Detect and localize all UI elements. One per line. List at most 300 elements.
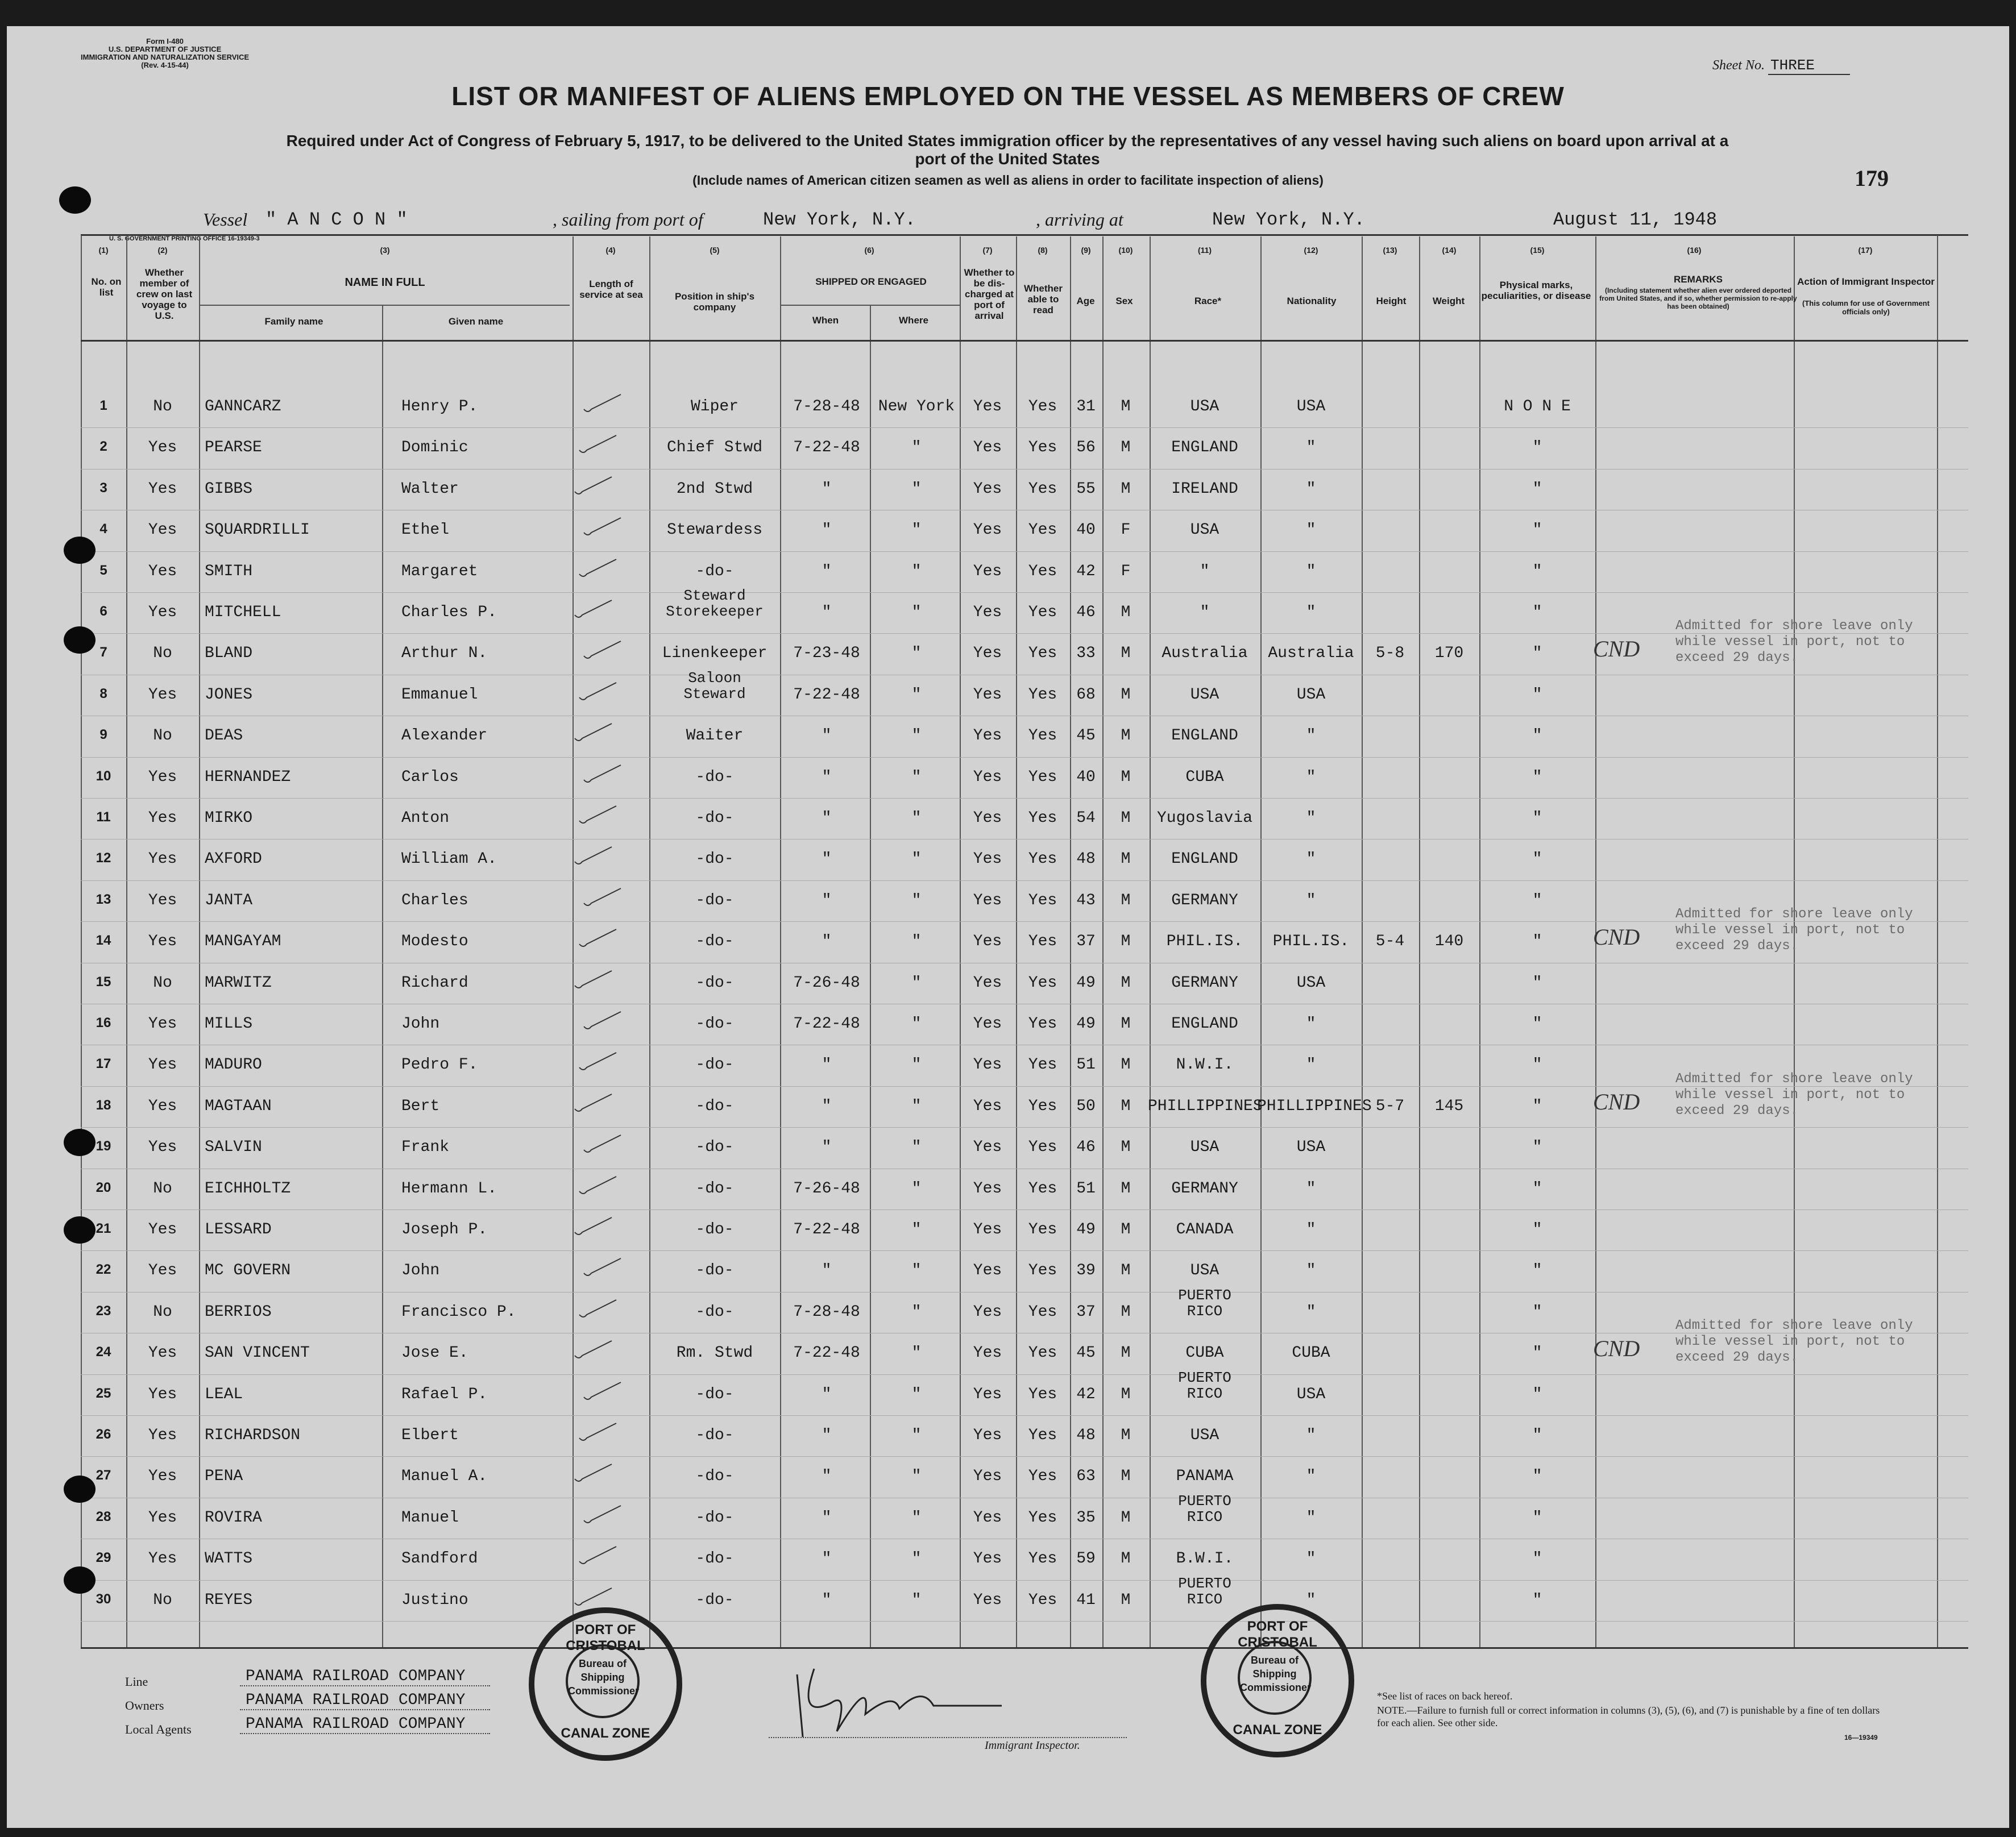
cell-last: Yes (148, 891, 177, 909)
cell-race: USA (1190, 1427, 1219, 1444)
cell-dis: Yes (973, 891, 1002, 909)
act-line-2: port of the United States (915, 150, 1100, 168)
voyage-date: August 11, 1948 (1553, 209, 1718, 230)
column-line (126, 236, 127, 1647)
row-rule (81, 1621, 1968, 1622)
service: IMMIGRATION AND NATURALIZATION SERVICE (81, 53, 250, 61)
page-title: LIST OR MANIFEST OF ALIENS EMPLOYED ON THE VESSEL AS MEMBERS OF CREW (451, 81, 1565, 111)
cell-sex: M (1121, 1508, 1131, 1527)
line-label: Line (125, 1674, 148, 1689)
inspector-initials: CND (1593, 1088, 1640, 1115)
cell-no: 30 (96, 1591, 111, 1607)
cell-marks: " (1532, 1303, 1542, 1321)
cell-sex: M (1121, 974, 1131, 992)
cell-no: 13 (96, 891, 111, 907)
cell-no: 18 (96, 1097, 111, 1113)
cell-race: ENGLAND (1171, 727, 1238, 745)
column-number: (1) (98, 246, 109, 255)
cell-no: 22 (96, 1262, 111, 1278)
cell-nat: " (1306, 850, 1316, 868)
cell-age: 48 (1076, 1427, 1096, 1444)
cell-last: Yes (148, 850, 177, 868)
cell-dis: Yes (973, 727, 1002, 745)
cell-marks: " (1532, 480, 1542, 498)
check-mark-icon (581, 392, 627, 415)
cell-dis: Yes (973, 768, 1002, 786)
manifest-sheet (7, 26, 2009, 1828)
cell-family: BLAND (205, 645, 253, 663)
cell-pos: Rm. Stwd (676, 1344, 753, 1362)
cell-race: PUERTO RICO (1178, 1574, 1231, 1608)
cell-ht: 5-4 (1375, 933, 1405, 951)
cell-family: SAN VINCENT (205, 1344, 310, 1362)
cell-race: IRELAND (1171, 480, 1238, 498)
cell-read: Yes (1028, 562, 1057, 580)
cell-age: 59 (1076, 1550, 1096, 1568)
cell-given: Joseph P. (401, 1221, 488, 1238)
cell-dis: Yes (973, 398, 1002, 415)
row-rule (81, 427, 1968, 428)
cell-nat: " (1306, 1015, 1316, 1033)
cell-sex: M (1121, 850, 1131, 868)
cell-family: MIRKO (205, 809, 253, 827)
cell-where: " (911, 521, 922, 539)
cell-nat: PHILLIPPINES (1257, 1097, 1372, 1115)
cell-where: " (911, 685, 922, 704)
cell-last: Yes (148, 1508, 177, 1527)
inspector-line (769, 1737, 1127, 1738)
cell-marks: " (1532, 1468, 1542, 1486)
cell-when: 7-26-48 (793, 1179, 860, 1198)
cell-pos: -do- (695, 1427, 734, 1444)
check-mark-icon (581, 886, 627, 909)
cell-family: JANTA (205, 891, 253, 909)
stamp-top-text: PORT OF CRISTOBAL (1238, 1619, 1317, 1650)
cell-given: Manuel A. (401, 1468, 488, 1486)
check-mark-icon (576, 1174, 622, 1197)
cell-sex: M (1121, 1344, 1131, 1362)
cell-read: Yes (1028, 480, 1057, 498)
column-number: (8) (1038, 246, 1048, 255)
cell-age: 42 (1076, 1385, 1096, 1403)
agents-label: Local Agents (125, 1722, 192, 1736)
punch-hole (64, 537, 96, 564)
sailing-label: , sailing from port of (553, 209, 703, 230)
row-rule (81, 1250, 1968, 1251)
arriving-label: , arriving at (1036, 209, 1123, 230)
cell-marks: " (1532, 1262, 1542, 1280)
owners-label: Owners (125, 1698, 164, 1713)
cell-pos: -do- (695, 1385, 734, 1403)
form-meta (81, 38, 249, 69)
cell-dis: Yes (973, 974, 1002, 992)
row-rule (81, 1415, 1968, 1416)
cell-dis: Yes (973, 480, 1002, 498)
cell-marks: " (1532, 1138, 1542, 1157)
header-physical: Physical marks, peculiarities, or disease (1481, 280, 1591, 301)
sheet-number (1712, 57, 1850, 75)
column-number: (15) (1530, 246, 1545, 255)
cell-family: PENA (205, 1468, 243, 1486)
cell-given: Jose E. (401, 1344, 468, 1362)
cell-when: " (822, 604, 832, 621)
cell-when: " (822, 1427, 832, 1444)
cell-family: MARWITZ (205, 974, 272, 992)
cell-given: Rafael P. (401, 1385, 488, 1403)
cell-read: Yes (1028, 727, 1057, 745)
cell-dis: Yes (973, 1508, 1002, 1527)
column-number: (6) (864, 246, 874, 255)
column-line (649, 236, 650, 1647)
cell-last: Yes (148, 1427, 177, 1444)
cell-last: Yes (148, 521, 177, 539)
check-mark-icon (581, 1380, 627, 1403)
cell-pos: -do- (695, 1591, 734, 1609)
cell-when: " (822, 1138, 832, 1157)
check-mark-icon (581, 1133, 627, 1156)
header-when: When (812, 315, 839, 326)
cell-last: No (153, 398, 172, 415)
cell-race: PUERTO RICO (1178, 1286, 1231, 1320)
cell-dis: Yes (973, 1303, 1002, 1321)
check-mark-icon (572, 721, 617, 744)
cell-when: " (822, 1262, 832, 1280)
cell-age: 35 (1076, 1508, 1096, 1527)
cell-where: " (911, 1179, 922, 1198)
check-mark-icon (581, 516, 627, 538)
cell-nat: USA (1296, 685, 1326, 704)
cell-marks: " (1532, 809, 1542, 827)
cell-where: " (911, 850, 922, 868)
sheet-value: THREE (1768, 57, 1850, 75)
cell-nat: " (1306, 1468, 1316, 1486)
cell-age: 50 (1076, 1097, 1096, 1115)
cell-nat: " (1306, 521, 1316, 539)
column-number: (11) (1197, 246, 1212, 255)
cell-nat: Australia (1268, 645, 1354, 663)
cell-nat: " (1306, 1262, 1316, 1280)
cell-dis: Yes (973, 1056, 1002, 1074)
cell-race: Australia (1162, 645, 1248, 663)
cell-age: 43 (1076, 891, 1096, 909)
cell-dis: Yes (973, 604, 1002, 621)
cell-when: 7-22-48 (793, 1015, 860, 1033)
cell-given: John (401, 1262, 440, 1280)
cell-given: Emmanuel (401, 685, 478, 704)
cell-no: 21 (96, 1221, 111, 1236)
cell-read: Yes (1028, 1138, 1057, 1157)
cell-marks: " (1532, 439, 1542, 457)
cell-when: " (822, 768, 832, 786)
row-rule (81, 1456, 1968, 1457)
cell-age: 42 (1076, 562, 1096, 580)
cell-pos: -do- (695, 562, 734, 580)
cell-when: " (822, 1056, 832, 1074)
cell-given: Ethel (401, 521, 450, 539)
cell-marks: " (1532, 1056, 1542, 1074)
cell-sex: M (1121, 1056, 1131, 1074)
cell-last: Yes (148, 768, 177, 786)
cell-dis: Yes (973, 685, 1002, 704)
cell-pos: Waiter (686, 727, 744, 745)
check-mark-icon (576, 680, 622, 703)
cell-no: 24 (96, 1344, 111, 1360)
cell-read: Yes (1028, 1385, 1057, 1403)
cell-dis: Yes (973, 562, 1002, 580)
header-where: Where (899, 315, 928, 326)
cell-dis: Yes (973, 809, 1002, 827)
check-mark-icon (572, 598, 617, 621)
cell-no: 16 (96, 1015, 111, 1030)
cell-read: Yes (1028, 1550, 1057, 1568)
cell-dis: Yes (973, 1427, 1002, 1444)
cell-read: Yes (1028, 850, 1057, 868)
cell-nat: " (1306, 480, 1316, 498)
cell-pos: 2nd Stwd (676, 480, 753, 498)
cell-family: MC GOVERN (205, 1262, 291, 1280)
cell-age: 68 (1076, 685, 1096, 704)
remark-text: Admitted for shore leave only while vessel in port, not to exceed 29 days. (1675, 1318, 1913, 1366)
cell-pos: -do- (695, 933, 734, 951)
cell-marks: " (1532, 768, 1542, 786)
cell-family: LESSARD (205, 1221, 272, 1238)
cell-sex: M (1121, 1303, 1131, 1321)
column-line (1102, 236, 1104, 1647)
cell-marks: " (1532, 1427, 1542, 1444)
cell-nat: " (1306, 1056, 1316, 1074)
cell-last: No (153, 727, 172, 745)
cell-given: Carlos (401, 768, 459, 786)
cell-given: Modesto (401, 933, 468, 951)
cell-family: JONES (205, 685, 253, 704)
cell-no: 29 (96, 1550, 111, 1566)
cell-read: Yes (1028, 768, 1057, 786)
cell-when: 7-22-48 (793, 1344, 860, 1362)
cell-sex: M (1121, 809, 1131, 827)
cell-marks: " (1532, 645, 1542, 663)
cell-given: Charles P. (401, 604, 497, 621)
cell-race: ENGLAND (1171, 850, 1238, 868)
cell-dis: Yes (973, 1138, 1002, 1157)
cell-family: BERRIOS (205, 1303, 272, 1321)
cell-sex: M (1121, 891, 1131, 909)
cell-race: USA (1190, 1138, 1219, 1157)
cell-sex: M (1121, 933, 1131, 951)
cell-nat: USA (1296, 398, 1326, 415)
cell-given: Hermann L. (401, 1179, 497, 1198)
column-number: (4) (605, 246, 616, 255)
column-line (1419, 236, 1420, 1647)
cell-no: 15 (96, 974, 111, 990)
cell-given: Justino (401, 1591, 468, 1609)
header-no: No. on list (91, 276, 122, 298)
cell-last: Yes (148, 604, 177, 621)
cell-pos: Saloon Steward (683, 669, 746, 703)
cell-family: MANGAYAM (205, 933, 281, 951)
cell-last: Yes (148, 1550, 177, 1568)
column-number: (10) (1118, 246, 1133, 255)
cell-age: 56 (1076, 439, 1096, 457)
cell-nat: CUBA (1292, 1344, 1330, 1362)
cell-nat: USA (1296, 1385, 1326, 1403)
cell-read: Yes (1028, 1262, 1057, 1280)
cell-nat: " (1306, 1508, 1316, 1527)
cell-dis: Yes (973, 850, 1002, 868)
cell-dis: Yes (973, 1179, 1002, 1198)
check-mark-icon (576, 804, 622, 826)
cell-age: 37 (1076, 1303, 1096, 1321)
cell-age: 46 (1076, 1138, 1096, 1157)
cell-where: " (911, 1262, 922, 1280)
cell-wt: 140 (1434, 933, 1464, 951)
cell-last: Yes (148, 1097, 177, 1115)
cell-sex: M (1121, 768, 1131, 786)
cell-marks: " (1532, 727, 1542, 745)
punch-hole (64, 1566, 96, 1594)
cell-last: Yes (148, 685, 177, 704)
punch-hole (64, 626, 96, 654)
cell-when: " (822, 850, 832, 868)
cell-no: 27 (96, 1468, 111, 1483)
cell-family: PEARSE (205, 439, 262, 457)
cell-pos: -do- (695, 1097, 734, 1115)
cell-where: " (911, 604, 922, 621)
cell-read: Yes (1028, 1056, 1057, 1074)
vessel-rule (81, 234, 1968, 236)
act-line-1: Required under Act of Congress of February 5, 1917, to be delivered to the United States immigration officer by the representatives of any vessel having such aliens on board upon arrival at a (286, 132, 1729, 149)
cell-family: WATTS (205, 1550, 253, 1568)
cell-sex: M (1121, 1468, 1131, 1486)
cell-last: Yes (148, 1262, 177, 1280)
cell-age: 49 (1076, 1221, 1096, 1238)
cell-dis: Yes (973, 933, 1002, 951)
cell-when: 7-28-48 (793, 398, 860, 415)
cell-when: " (822, 1508, 832, 1527)
column-number: (5) (710, 246, 720, 255)
cell-last: Yes (148, 1468, 177, 1486)
remark-text: Admitted for shore leave only while vessel in port, not to exceed 29 days. (1675, 1071, 1913, 1119)
cell-sex: M (1121, 1550, 1131, 1568)
cell-race: PANAMA (1176, 1468, 1234, 1486)
cell-pos: -do- (695, 809, 734, 827)
cell-last: Yes (148, 1056, 177, 1074)
cell-family: LEAL (205, 1385, 243, 1403)
cell-dis: Yes (973, 1262, 1002, 1280)
cell-race: CUBA (1185, 1344, 1224, 1362)
cell-sex: M (1121, 1015, 1131, 1033)
cell-when: 7-22-48 (793, 439, 860, 457)
cell-no: 26 (96, 1427, 111, 1442)
cell-pos: Chief Stwd (666, 439, 763, 457)
cell-sex: M (1121, 480, 1131, 498)
header-subrule (780, 305, 960, 306)
cell-pos: -do- (695, 1221, 734, 1238)
row-rule (81, 592, 1968, 593)
column-line (81, 235, 82, 1647)
cell-nat: " (1306, 1427, 1316, 1444)
cell-when: 7-22-48 (793, 685, 860, 704)
cell-family: SMITH (205, 562, 253, 580)
cell-pos: Stewardess (666, 521, 763, 539)
cell-nat: USA (1296, 974, 1326, 992)
header-position: Position in ship's company (674, 291, 755, 313)
sailing-from: New York, N.Y. (763, 209, 916, 230)
cell-sex: F (1121, 521, 1131, 539)
cell-dis: Yes (973, 1015, 1002, 1033)
cell-last: Yes (148, 439, 177, 457)
cell-last: Yes (148, 933, 177, 951)
cell-where: " (911, 439, 922, 457)
cell-dis: Yes (973, 439, 1002, 457)
cell-family: GANNCARZ (205, 398, 281, 415)
cell-given: John (401, 1015, 440, 1033)
cell-family: MILLS (205, 1015, 253, 1033)
punch-hole (64, 1476, 96, 1503)
cell-when: 7-22-48 (793, 1221, 860, 1238)
cell-nat: " (1306, 891, 1316, 909)
stamp-center-text: Bureau of Shipping Commissioner (566, 1644, 640, 1718)
cell-read: Yes (1028, 1427, 1057, 1444)
cell-nat: PHIL.IS. (1272, 933, 1350, 951)
cell-pos: -do- (695, 1468, 734, 1486)
cell-pos: -do- (695, 1262, 734, 1280)
cell-family: MADURO (205, 1056, 262, 1074)
cell-no: 10 (96, 768, 111, 784)
cell-where: " (911, 974, 922, 992)
cell-no: 8 (99, 685, 107, 701)
cell-where: " (911, 1138, 922, 1157)
sheet-label: Sheet No. (1712, 58, 1765, 73)
vessel-name: " A N C O N " (266, 209, 408, 230)
header-weight: Weight (1432, 296, 1465, 306)
cell-where: New York (878, 398, 955, 415)
cell-given: Margaret (401, 562, 478, 580)
cell-where: " (911, 891, 922, 909)
cell-sex: M (1121, 439, 1131, 457)
inspector-initials: CND (1593, 636, 1640, 662)
cell-when: 7-28-48 (793, 1303, 860, 1321)
cell-marks: " (1532, 1097, 1542, 1115)
cell-age: 33 (1076, 645, 1096, 663)
cell-when: " (822, 1385, 832, 1403)
cell-race: GERMANY (1171, 891, 1238, 909)
cell-where: " (911, 809, 922, 827)
cell-marks: " (1532, 933, 1542, 951)
cell-read: Yes (1028, 974, 1057, 992)
cell-no: 9 (99, 727, 107, 743)
cell-dis: Yes (973, 1550, 1002, 1568)
cell-last: No (153, 974, 172, 992)
cell-no: 19 (96, 1138, 111, 1154)
cell-family: GIBBS (205, 480, 253, 498)
cell-age: 41 (1076, 1591, 1096, 1609)
cell-read: Yes (1028, 439, 1057, 457)
cell-marks: " (1532, 1385, 1542, 1403)
cell-no: 28 (96, 1508, 111, 1524)
cell-sex: M (1121, 1427, 1131, 1444)
cell-given: William A. (401, 850, 497, 868)
check-mark-icon (572, 969, 617, 991)
cell-given: Elbert (401, 1427, 459, 1444)
cell-sex: M (1121, 1221, 1131, 1238)
cell-marks: " (1532, 604, 1542, 621)
cell-where: " (911, 1427, 922, 1444)
arriving-at: New York, N.Y. (1212, 209, 1365, 230)
include-note: (Include names of American citizen seamen as well as aliens in order to facilitate inspection of aliens) (692, 173, 1324, 188)
cell-where: " (911, 1385, 922, 1403)
cell-dis: Yes (973, 1221, 1002, 1238)
check-mark-icon (576, 1050, 622, 1073)
